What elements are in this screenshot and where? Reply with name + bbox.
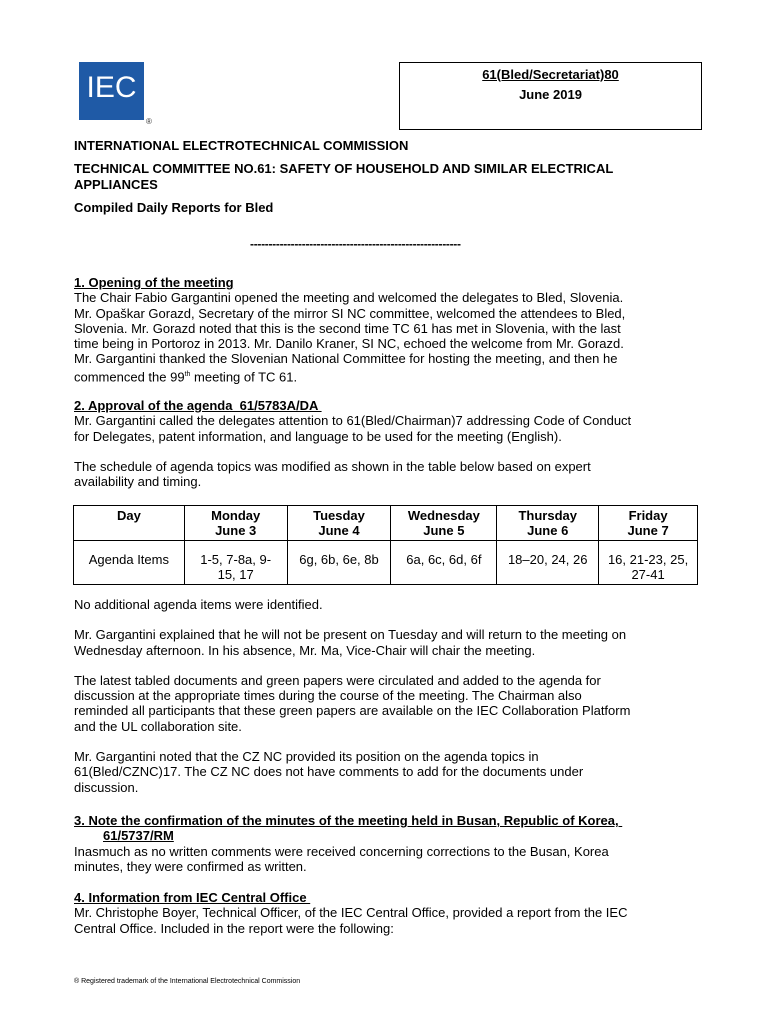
organization-title: INTERNATIONAL ELECTROTECHNICAL COMMISSION	[74, 138, 409, 153]
paragraph-line: availability and timing.	[74, 474, 202, 490]
paragraph-line: Mr. Gargantini explained that he will not be present on Tuesday and will return to the meeting on	[74, 627, 627, 643]
header-cell: Day	[74, 506, 185, 541]
paragraph-line: 61(Bled/CZNC)17. The CZ NC does not have comments to add for the documents under	[74, 764, 584, 780]
paragraph-line: Wednesday afternoon. In his absence, Mr. Ma, Vice-Chair will chair the meeting.	[74, 642, 536, 658]
text-run: commenced the 99	[74, 369, 185, 385]
table-cell: 16, 21-23, 25, 27-41	[599, 541, 698, 585]
agenda-schedule-table	[73, 505, 698, 585]
paragraph-line: Mr. Opaškar Gorazd, Secretary of the mirror SI NC committee, welcomed the attendees to Bled,	[74, 305, 626, 321]
document-subtitle: Compiled Daily Reports for Bled	[74, 200, 274, 215]
table-row	[74, 541, 698, 585]
section-heading: 1. Opening of the meeting	[74, 275, 234, 290]
trademark-footnote: ® Registered trademark of the International Electrotechnical Commission	[74, 978, 301, 985]
document-reference-box	[399, 62, 702, 130]
registered-mark: ®	[146, 117, 152, 126]
document-date: June 2019	[519, 87, 582, 102]
iec-logo	[79, 62, 154, 128]
paragraph-line: The Chair Fabio Gargantini opened the meeting and welcomed the delegates to Bled, Slovenia.	[74, 290, 624, 306]
paragraph-line: Mr. Gargantini noted that the CZ NC provided its position on the agenda topics in	[74, 749, 539, 765]
paragraph-line: and the UL collaboration site.	[74, 718, 242, 734]
paragraph-line: Mr. Gargantini called the delegates attention to 61(Bled/Chairman)7 addressing Code of Conduct	[74, 413, 632, 429]
paragraph-line: The schedule of agenda topics was modified as shown in the table below based on expert	[74, 458, 591, 474]
table-cell: 6g, 6b, 6e, 8b	[287, 541, 391, 585]
paragraph-line: No additional agenda items were identified.	[74, 597, 323, 612]
table-header-row	[74, 506, 698, 541]
paragraph-line: time being in Portoroz in 2013. Mr. Danilo Kraner, SI NC, echoed the welcome from Mr. Gorazd.	[74, 336, 624, 352]
paragraph-line: minutes, they were confirmed as written.	[74, 858, 307, 874]
section-agenda-approval	[74, 398, 694, 489]
section-central-office-info	[74, 890, 694, 936]
section-heading: 2. Approval of the agenda 61/5783A/DA	[74, 398, 322, 413]
table-cell: Agenda Items	[74, 541, 185, 585]
section-opening	[74, 275, 694, 384]
iec-logo-text: IEC	[86, 71, 137, 104]
header-cell: Tuesday June 4	[287, 506, 391, 541]
header-cell: Friday June 7	[599, 506, 698, 541]
section-heading: 4. Information from IEC Central Office	[74, 890, 311, 905]
superscript: th	[184, 370, 191, 378]
section-minutes-confirmation	[74, 813, 694, 874]
text-run: meeting of TC 61.	[190, 369, 298, 385]
paragraph-line: Slovenia. Mr. Gorazd noted that this is the second time TC 61 has met in Slovenia, with the last	[74, 320, 621, 336]
paragraph-line: discussion at the appropriate times during the course of the meeting. The Chairman also	[74, 688, 582, 704]
paragraph-line: Inasmuch as no written comments were received concerning corrections to the Busan, Korea	[74, 843, 609, 859]
section-heading-continued: 61/5737/RM	[103, 828, 174, 844]
table-cell: 6a, 6c, 6d, 6f	[391, 541, 497, 585]
paragraph-line: Mr. Christophe Boyer, Technical Officer, of the IEC Central Office, provided a report from the IEC	[74, 905, 628, 921]
separator-line: ---------------------------------------------------------	[250, 237, 461, 251]
section-agenda-notes	[74, 597, 694, 795]
document-reference: 61(Bled/Secretariat)80	[482, 67, 619, 82]
paragraph-line: The latest tabled documents and green papers were circulated and added to the agenda for	[74, 672, 601, 688]
paragraph-line	[74, 367, 694, 385]
table-cell: 1-5, 7-8a, 9- 15, 17	[184, 541, 287, 585]
table-cell: 18–20, 24, 26	[497, 541, 599, 585]
header-cell: Thursday June 6	[497, 506, 599, 541]
header-cell: Monday June 3	[184, 506, 287, 541]
committee-title-line2: APPLIANCES	[74, 177, 158, 192]
iec-logo-box	[79, 62, 144, 120]
paragraph-line: discussion.	[74, 779, 139, 795]
paragraph-line: Central Office. Included in the report were the following:	[74, 920, 394, 936]
paragraph-line: Mr. Gargantini thanked the Slovenian National Committee for hosting the meeting, and then he	[74, 351, 618, 367]
committee-title-line1: TECHNICAL COMMITTEE NO.61: SAFETY OF HOUSEHOLD AND SIMILAR ELECTRICAL	[74, 161, 614, 176]
paragraph-line: reminded all participants that these green papers are available on the IEC Collaboration Platform	[74, 703, 631, 719]
section-heading: 3. Note the confirmation of the minutes of the meeting held in Busan, Republic of Korea,	[74, 813, 623, 828]
paragraph-line: for Delegates, patent information, and language to be used for the meeting (English).	[74, 428, 562, 444]
header-cell: Wednesday June 5	[391, 506, 497, 541]
